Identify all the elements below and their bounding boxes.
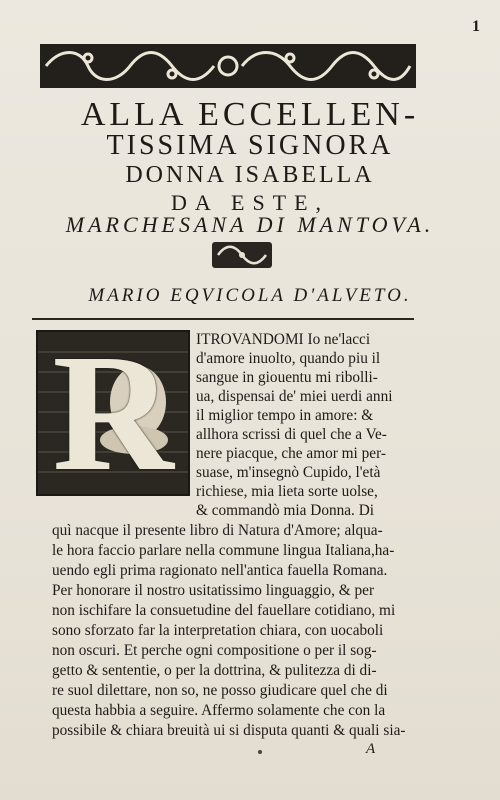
- woodcut-initial: [36, 320, 190, 506]
- headpiece-ornament: [40, 44, 416, 88]
- body-line: allhora scrissi di quel che a Ve-: [196, 426, 387, 443]
- body-line: sono sforzato far la interpretation chiara, con uocaboli: [52, 622, 384, 639]
- fleuron-ornament: [212, 242, 272, 268]
- body-line: d'amore inuolto, quando piu il: [196, 350, 381, 367]
- dedication-line-1: ALLA ECCELLEN-: [80, 96, 420, 133]
- body-line: richiese, mia lieta sorte uolse,: [196, 483, 378, 500]
- body-line: uendo egli prima ragionato nell'antica fauella Romana.: [52, 562, 388, 579]
- body-line: non ischifare la consuetudine del fauellare cotidiano, mi: [52, 602, 396, 619]
- author-line: MARIO EQVICOLA D'ALVETO.: [88, 285, 412, 306]
- body-line: ua, dispensai de' miei uerdi anni: [196, 388, 393, 405]
- body-line: non oscuri. Et perche ogni compositione o per il sog-: [52, 642, 377, 659]
- dedication-line-5: MARCHESANA DI MANTOVA.: [65, 212, 435, 237]
- body-line: le hora faccio parlare nella commune lingua Italiana,ha-: [52, 542, 395, 559]
- body-line: possibile & chiara breuità ui si disputa quanti & quali sia-: [52, 722, 406, 739]
- body-line: ITROVANDOMI Io ne'lacci: [196, 331, 371, 348]
- body-line: quì nacque il presente libro di Natura d'Amore; alqua-: [52, 522, 383, 539]
- dedication-line-4: DA ESTE,: [170, 190, 330, 215]
- dedication-line-3: DONNA ISABELLA: [125, 162, 375, 188]
- body-line: & commandò mia Donna. Di: [196, 502, 375, 519]
- body-line: nere piacque, che amor mi per-: [196, 445, 386, 462]
- dedication-line-2: TISSIMA SIGNORA: [106, 130, 394, 161]
- body-line: suase, m'insegnò Cupido, l'età: [196, 464, 381, 481]
- body-line: il miglior tempo in amore: &: [196, 407, 374, 424]
- body-line: sangue in giouentu mi ribolli-: [196, 369, 378, 386]
- body-line: Per honorare il nostro usitatissimo linguaggio, & per: [52, 582, 375, 599]
- body-line: getto & sententie, o per la dottrina, & pulitezza di di-: [52, 662, 377, 679]
- drop-cap-letter: R: [52, 320, 174, 506]
- page-number: 1: [472, 18, 480, 35]
- signature-mark: A: [366, 741, 376, 757]
- body-line: questa habbia a seguire. Affermo solamente che con la: [52, 702, 386, 719]
- page-mark: [258, 750, 262, 754]
- body-line: re suol dilettare, non so, ne posso giudicare quel che di: [52, 682, 388, 699]
